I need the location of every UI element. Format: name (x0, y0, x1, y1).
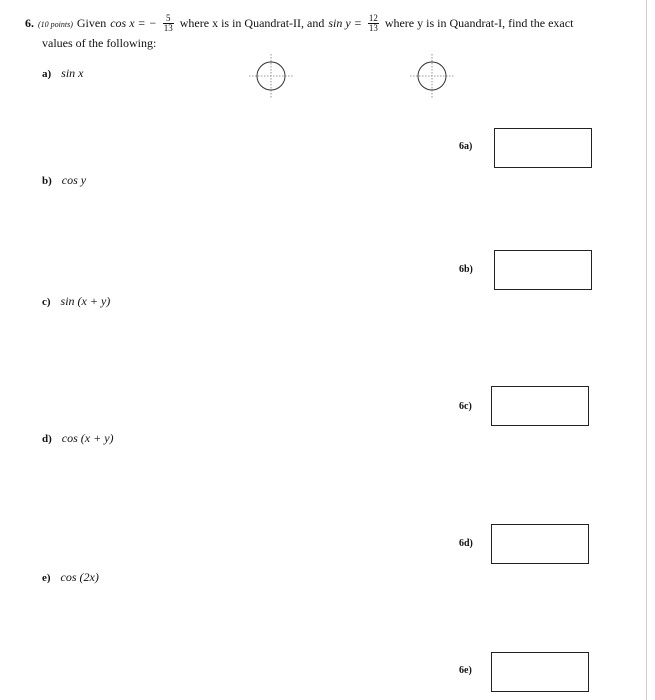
answer-label-6a: 6a) (459, 141, 473, 152)
part-expression: cos y (61, 173, 87, 187)
answer-box-6e[interactable] (491, 652, 589, 692)
part-expression: sin (x + y) (60, 294, 111, 308)
part-b (42, 171, 86, 189)
sin-expression: sin y = (328, 16, 362, 31)
part-label: b) (42, 175, 52, 187)
answer-label-6b: 6b) (459, 264, 473, 275)
question-subtext: values of the following: (42, 36, 157, 50)
part-expression: cos (x + y) (61, 431, 114, 445)
part-expression: cos (2x) (60, 570, 99, 584)
part-expression: sin x (61, 66, 84, 80)
fraction-sin (368, 14, 379, 33)
part-e (42, 568, 99, 586)
fraction-cos (163, 14, 174, 33)
unit-circle-icon (408, 52, 456, 100)
question-number: 6. (25, 16, 34, 31)
fraction-numerator: 12 (368, 13, 378, 23)
fraction-denominator: 13 (163, 23, 173, 33)
answer-label-6d: 6d) (459, 538, 473, 549)
part-d (42, 429, 114, 447)
answer-box-6c[interactable] (491, 386, 589, 426)
part-label: e) (42, 572, 51, 584)
fraction-numerator: 5 (166, 13, 171, 23)
answer-box-6d[interactable] (491, 524, 589, 564)
question-points: (10 points) (38, 20, 73, 30)
quadrant-ii-text: where x is in Quandrat-II, and (179, 16, 325, 31)
answer-label-6e: 6e) (459, 665, 472, 676)
part-c (42, 292, 110, 310)
unit-circle-icon (247, 52, 295, 100)
cos-expression: cos x = − (110, 16, 157, 31)
page-edge (646, 0, 647, 700)
fraction-denominator: 13 (368, 23, 378, 33)
part-a (42, 64, 84, 82)
given-text: Given (76, 16, 107, 31)
part-label: d) (42, 433, 52, 445)
answer-box-6b[interactable] (494, 250, 592, 290)
answer-box-6a[interactable] (494, 128, 592, 168)
part-label: c) (42, 296, 51, 308)
question-header (25, 14, 573, 33)
answer-label-6c: 6c) (459, 401, 472, 412)
quadrant-i-text: where y is in Quandrat-I, find the exact (384, 16, 574, 31)
part-label: a) (42, 68, 52, 80)
